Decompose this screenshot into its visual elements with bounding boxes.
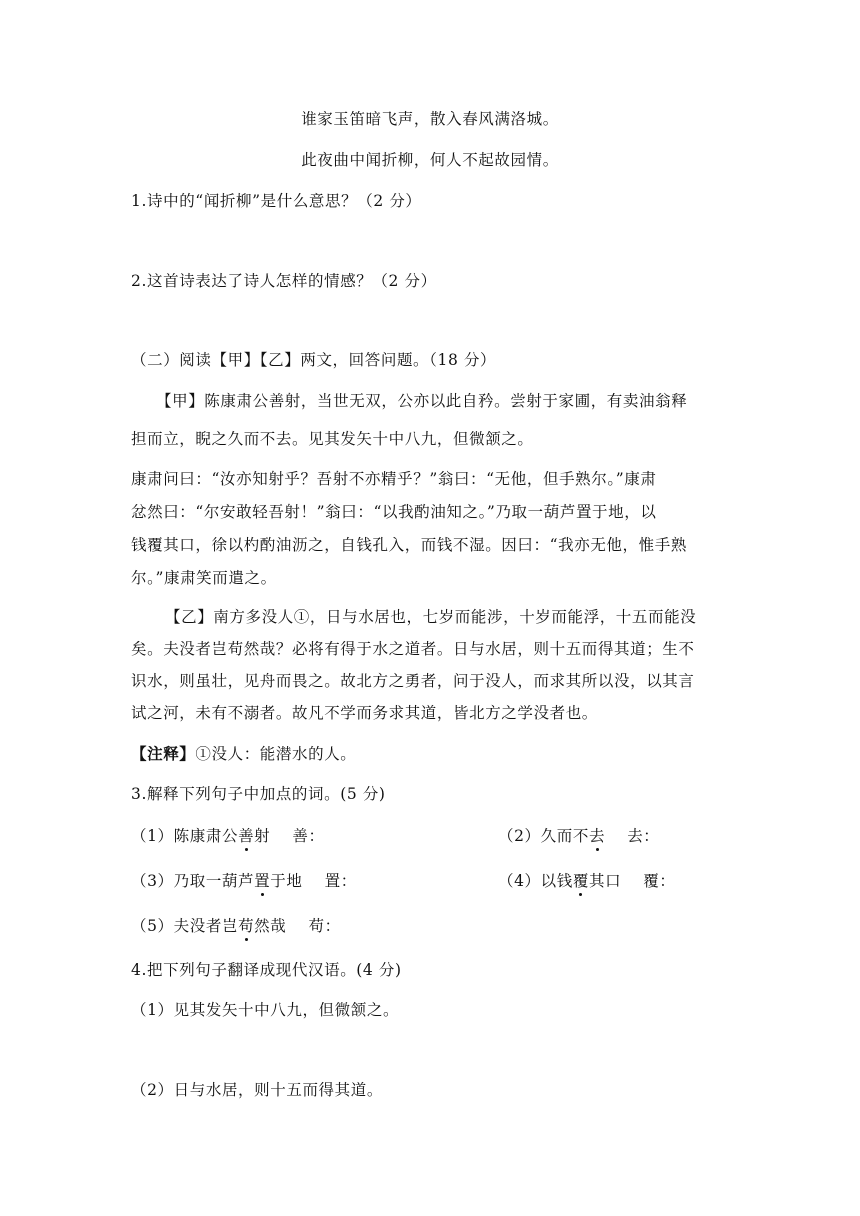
answer-label: 去： <box>627 827 660 845</box>
question-3-item-2 <box>498 824 659 846</box>
item-text: （4）以钱 <box>498 872 573 890</box>
yi-line3: 识水，则虽壮，见舟而畏之。故北方之勇者，问于没人，而求其所以没，以其言 <box>131 672 695 690</box>
yi-line2: 矣。夫没者岂苟然哉？必将有得于水之道者。日与水居，则十五而得其道；生不 <box>131 640 695 658</box>
question-4-item-2: （2）日与水居，则十五而得其道。 <box>131 1081 383 1099</box>
question-3-item-1 <box>131 824 325 846</box>
answer-label: 覆： <box>643 872 676 890</box>
item-text: （1）陈康肃公 <box>131 827 239 845</box>
yi-line1: 【乙】南方多没人①，日与水居也，七岁而能涉，十岁而能浮，十五而能没 <box>165 608 697 626</box>
item-text: （2）久而不 <box>498 827 589 845</box>
dotted-word: 苟 <box>238 914 254 936</box>
answer-label: 善： <box>292 827 325 845</box>
item-text: 于地 <box>270 872 303 890</box>
question-3-item-4 <box>498 869 676 891</box>
poem-line-1: 谁家玉笛暗飞声，散入春风满洛城。 <box>301 110 559 128</box>
dotted-word: 善 <box>238 824 254 846</box>
dotted-word: 去 <box>589 824 605 846</box>
jia-para2-line2: 忿然曰：“尔安敢轻吾射！”翁曰：“以我酌油知之。”乃取一葫芦置于地，以 <box>131 503 657 521</box>
question-4-item-1: （1）见其发矢十中八九，但微颔之。 <box>131 1001 400 1019</box>
jia-para2-line1: 康肃问曰：“汝亦知射乎？吾射不亦精乎？”翁曰：“无他，但手熟尔。”康肃 <box>131 470 657 488</box>
dotted-word: 覆 <box>573 869 589 891</box>
answer-label: 置： <box>324 872 357 890</box>
annotation-text: ①没人：能潜水的人。 <box>195 745 357 763</box>
question-3-item-3 <box>131 869 357 891</box>
jia-para1-line1: 【甲】陈康肃公善射，当世无双，公亦以此自矜。尝射于家圃，有卖油翁释 <box>156 392 688 410</box>
poem-line-2: 此夜曲中闻折柳，何人不起故园情。 <box>301 151 559 169</box>
item-text: 然哉 <box>254 917 287 935</box>
jia-para2-line4: 尔。”康肃笑而遣之。 <box>131 569 277 587</box>
jia-para2-line3: 钱覆其口，徐以杓酌油沥之，自钱孔入，而钱不湿。因曰：“我亦无他，惟手熟 <box>131 536 687 554</box>
jia-para1-line2: 担而立，睨之久而不去。见其发矢十中八九，但微颔之。 <box>131 430 534 448</box>
question-3-item-5 <box>131 914 341 936</box>
question-2: 2.这首诗表达了诗人怎样的情感？（2 分） <box>131 272 437 290</box>
question-4-title: 4.把下列句子翻译成现代汉语。(4 分) <box>131 961 402 979</box>
question-1: 1.诗中的“闻折柳”是什么意思？（2 分） <box>131 192 422 210</box>
annotation <box>131 742 356 764</box>
section-2-heading: （二）阅读【甲】【乙】两文，回答问题。（18 分） <box>131 351 497 369</box>
question-3-title: 3.解释下列句子中加点的词。(5 分) <box>131 785 386 803</box>
item-text: （5）夫没者岂 <box>131 917 239 935</box>
item-text: 其口 <box>588 872 622 890</box>
item-text: （3）乃取一葫芦 <box>131 872 255 890</box>
item-text: 射 <box>254 827 271 845</box>
yi-line4: 试之河，未有不溺者。故凡不学而务求其道，皆北方之学没者也。 <box>131 704 598 722</box>
annotation-label: 【注释】 <box>131 744 196 763</box>
dotted-word: 置 <box>254 869 270 891</box>
answer-label: 苟： <box>308 917 341 935</box>
